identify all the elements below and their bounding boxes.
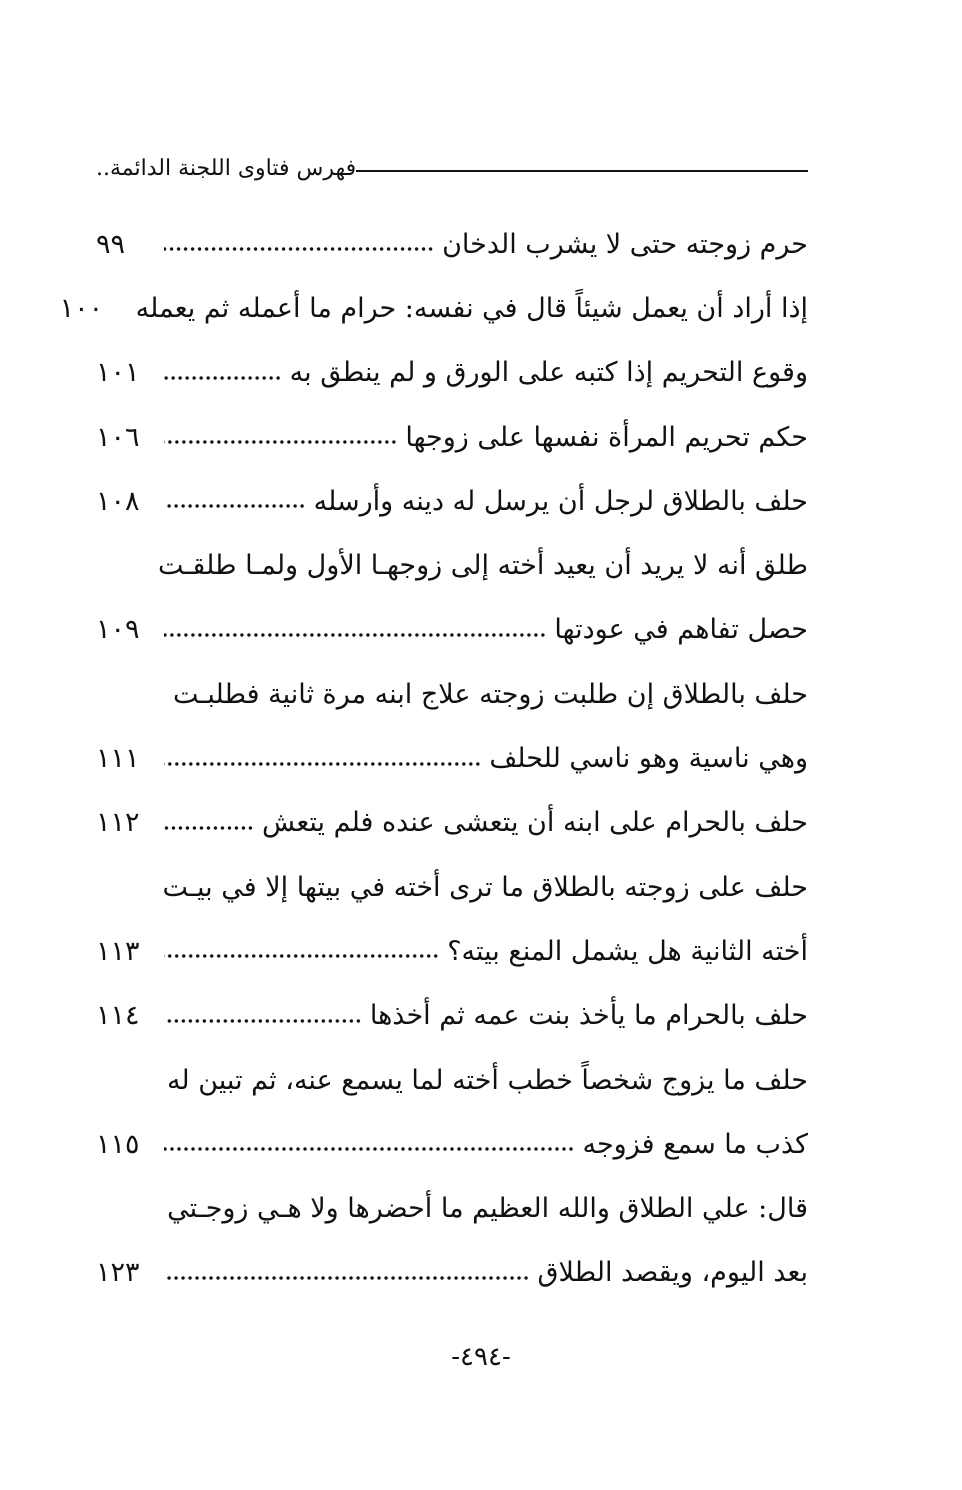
dot-leader — [164, 440, 397, 444]
header-title: فهرس فتاوى اللجنة الدائمة.. — [96, 155, 357, 181]
index-entry — [96, 1112, 808, 1176]
entry-title: حصل تفاهم في عودتها — [554, 614, 808, 646]
entry-title: كذب ما سمع فزوجه — [582, 1128, 808, 1160]
index-entry — [96, 469, 808, 533]
entry-page-number: ١٠١ — [96, 357, 140, 389]
index-entry — [96, 919, 808, 983]
dot-leader — [164, 954, 439, 958]
index-entry — [96, 791, 808, 855]
entry-title: حلف ما يزوج شخصاً خطب أخته لما يسمع عنه، ثم تبين له — [166, 1064, 808, 1096]
index-entry — [96, 405, 808, 469]
entry-page-number: ١٠٦ — [96, 421, 140, 453]
entry-page-number: ١١٢ — [96, 807, 140, 839]
dot-leader — [164, 1276, 530, 1280]
entry-title: أخته الثانية هل يشمل المنع بيته؟ — [447, 935, 808, 967]
index-entries — [59, 212, 808, 1305]
index-entry — [96, 855, 808, 919]
index-entry — [96, 984, 808, 1048]
dot-leader — [164, 504, 306, 508]
entry-title: وقوع التحريم إذا كتبه على الورق و لم ينطق به — [289, 357, 808, 389]
entry-title: بعد اليوم، ويقصد الطلاق — [537, 1257, 808, 1289]
entry-title: حكم تحريم المرأة نفسها على زوجها — [405, 421, 808, 453]
entry-page-number: ١١١ — [96, 743, 140, 775]
entry-title: حلف على زوجته بالطلاق ما ترى أخته في بيتها إلا في بيـت — [162, 871, 808, 903]
entry-title: حلف بالطلاق لرجل أن يرسل له دينه وأرسله — [313, 485, 808, 517]
index-entry — [96, 533, 808, 597]
dot-leader — [164, 376, 282, 380]
entry-page-number: ٩٩ — [96, 228, 126, 260]
dot-leader — [164, 1147, 575, 1151]
entry-title: حلف بالطلاق إن طلبت زوجته علاج ابنه مرة ثانية فطلبـت — [172, 678, 808, 710]
dot-leader — [164, 1019, 362, 1023]
entry-page-number: ١١٥ — [96, 1128, 140, 1160]
dot-leader — [164, 762, 481, 766]
index-entry — [96, 662, 808, 726]
entry-page-number: ١١٤ — [96, 1000, 140, 1032]
dot-leader — [164, 826, 254, 830]
entry-title: طلق أنه لا يريد أن يعيد أخته إلى زوجهـا الأول ولمـا طلقـت — [157, 550, 808, 582]
dot-leader — [164, 247, 434, 251]
entry-page-number: ١١٣ — [96, 935, 140, 967]
index-entry — [96, 598, 808, 662]
index-entry — [96, 341, 808, 405]
dot-leader — [164, 633, 546, 637]
entry-page-number: ١٠٩ — [96, 614, 140, 646]
entry-title: حلف بالحرام على ابنه أن يتعشى عنده فلم يتعش — [261, 807, 808, 839]
index-entry — [96, 1176, 808, 1240]
entry-page-number: ١٠٨ — [96, 485, 140, 517]
index-entry — [96, 1241, 808, 1305]
entry-title: وهي ناسية وهو ناسي للحلف — [489, 743, 808, 775]
index-entry — [96, 726, 808, 790]
index-entry — [96, 1048, 808, 1112]
entry-title: حرم زوجته حتى لا يشرب الدخان — [442, 228, 808, 260]
running-header — [88, 148, 808, 188]
entry-title: حلف بالحرام ما يأخذ بنت عمه ثم أخذها — [369, 1000, 808, 1032]
index-entry — [96, 212, 808, 276]
entry-title: إذا أراد أن يعمل شيئاً قال في نفسه: حرام ما أعمله ثم يعمله — [135, 292, 808, 324]
entry-page-number: ١٠٠ — [59, 292, 104, 324]
index-entry — [59, 276, 808, 340]
entry-page-number: ١٢٣ — [96, 1257, 140, 1289]
header-rule — [356, 170, 808, 172]
page-number: -٤٩٤- — [451, 1342, 511, 1372]
entry-title: قال: علي الطلاق والله العظيم ما أحضرها ولا هـي زوجـتي — [167, 1193, 808, 1225]
